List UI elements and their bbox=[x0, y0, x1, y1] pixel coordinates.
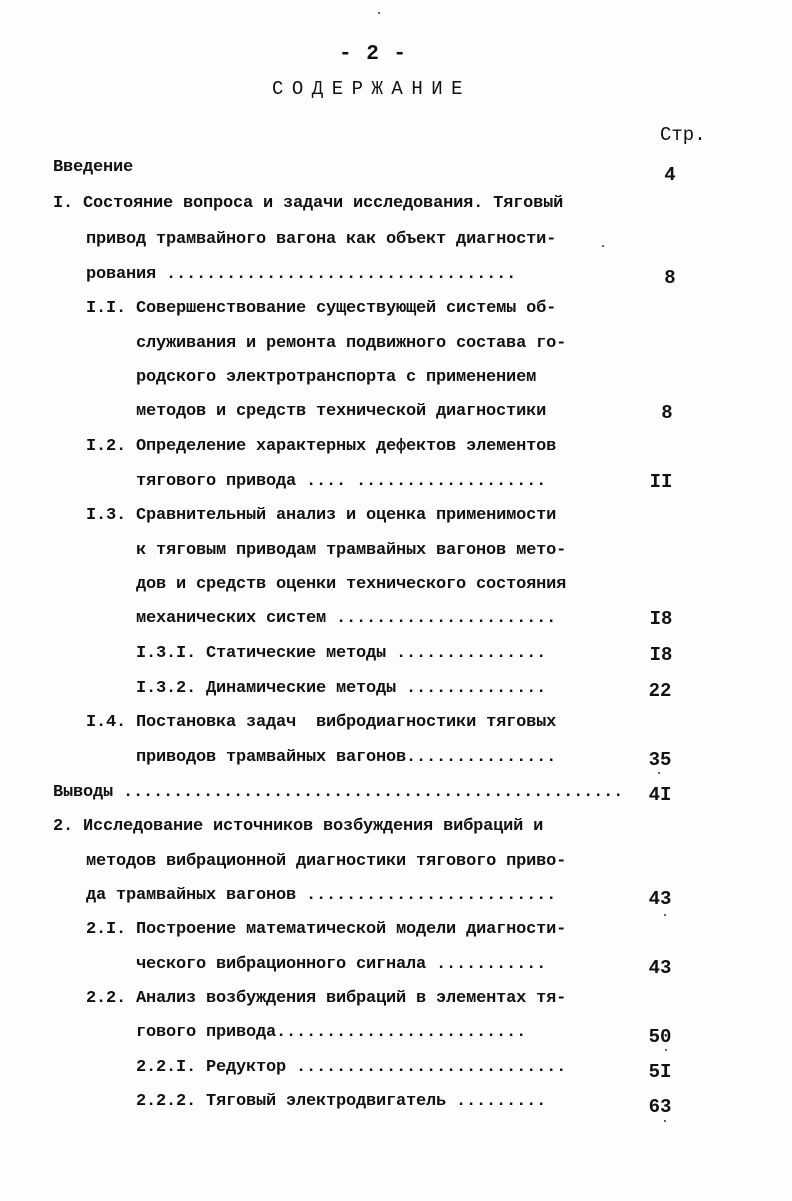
toc-s2-1-line: 2.I. Построение математической модели диагности- bbox=[86, 920, 567, 939]
toc-s2-2-1-page: 5I bbox=[648, 1061, 672, 1083]
scan-speck bbox=[665, 1049, 667, 1051]
toc-s2-2-page: 50 bbox=[648, 1026, 672, 1048]
toc-s1-3-line: механических систем ...................... bbox=[136, 609, 557, 628]
toc-s1-3-2-page: 22 bbox=[648, 680, 672, 702]
scan-speck bbox=[664, 1120, 666, 1122]
toc-conclusions-title: Выводы .................................................. bbox=[53, 783, 624, 802]
toc-s1-3-page: I8 bbox=[649, 608, 673, 630]
toc-conclusions-page: 4I bbox=[648, 784, 672, 806]
toc-s2-2-2-title: 2.2.2. Тяговый электродвигатель ......... bbox=[136, 1092, 547, 1111]
toc-s1-4-page: 35 bbox=[648, 749, 672, 771]
toc-s1-1-line: служивания и ремонта подвижного состава го- bbox=[136, 334, 567, 353]
toc-intro-title: Введение bbox=[53, 158, 134, 177]
toc-s2-line: методов вибрационной диагностики тягового приво- bbox=[86, 852, 567, 871]
toc-s1-1-line: родского электротранспорта с применением bbox=[136, 368, 537, 387]
scan-speck bbox=[664, 914, 666, 916]
toc-s1-2-page: II bbox=[649, 471, 673, 493]
toc-s2-1-line: ческого вибрационного сигнала ........... bbox=[136, 955, 547, 974]
toc-s1-3-1-page: I8 bbox=[649, 644, 673, 666]
toc-s2-2-line: 2.2. Анализ возбуждения вибраций в элементах тя- bbox=[86, 989, 567, 1008]
toc-s2-1-page: 43 bbox=[648, 957, 672, 979]
toc-s2-page: 43 bbox=[648, 888, 672, 910]
toc-s1-2-line: I.2. Определение характерных дефектов элементов bbox=[86, 437, 557, 456]
toc-s1-3-1-title: I.3.I. Статические методы ............... bbox=[136, 644, 547, 663]
toc-s1-3-line: I.3. Сравнительный анализ и оценка применимости bbox=[86, 506, 557, 525]
toc-s1-3-line: к тяговым приводам трамвайных вагонов мето- bbox=[136, 541, 567, 560]
page-number: - 2 - bbox=[339, 43, 408, 66]
toc-s1-1-line: методов и средств технической диагностики bbox=[136, 402, 547, 421]
toc-intro-page: 4 bbox=[664, 164, 676, 186]
toc-s1-2-line: тягового привода .... ................... bbox=[136, 472, 547, 491]
toc-s1-3-2-title: I.3.2. Динамические методы .............. bbox=[136, 679, 547, 698]
toc-s1-3-line: дов и средств оценки технического состояния bbox=[136, 575, 567, 594]
toc-s1-line: I. Состояние вопроса и задачи исследования. Тяговый bbox=[53, 194, 564, 213]
scan-speck bbox=[378, 12, 380, 14]
scan-speck bbox=[602, 245, 604, 247]
toc-s1-line: рования ................................... bbox=[86, 265, 517, 284]
page-column-label: Стр. bbox=[660, 124, 706, 146]
toc-s2-2-1-title: 2.2.I. Редуктор ........................... bbox=[136, 1058, 567, 1077]
toc-s1-1-page: 8 bbox=[661, 402, 673, 424]
toc-s2-2-line: гового привода......................... bbox=[136, 1023, 527, 1042]
toc-s1-1-line: I.I. Совершенствование существующей системы об- bbox=[86, 299, 557, 318]
page-heading: СОДЕРЖАНИЕ bbox=[272, 78, 472, 100]
toc-s2-2-2-page: 63 bbox=[648, 1096, 672, 1118]
toc-s2-line: 2. Исследование источников возбуждения вибраций и bbox=[53, 817, 544, 836]
toc-s1-page: 8 bbox=[664, 267, 676, 289]
toc-s1-4-line: I.4. Постановка задач вибродиагностики тяговых bbox=[86, 713, 557, 732]
toc-s1-4-line: приводов трамвайных вагонов............... bbox=[136, 748, 557, 767]
toc-s1-line: привод трамвайного вагона как объект диагности- bbox=[86, 230, 557, 249]
toc-s2-line: да трамвайных вагонов ......................... bbox=[86, 886, 557, 905]
scan-speck bbox=[658, 772, 660, 774]
